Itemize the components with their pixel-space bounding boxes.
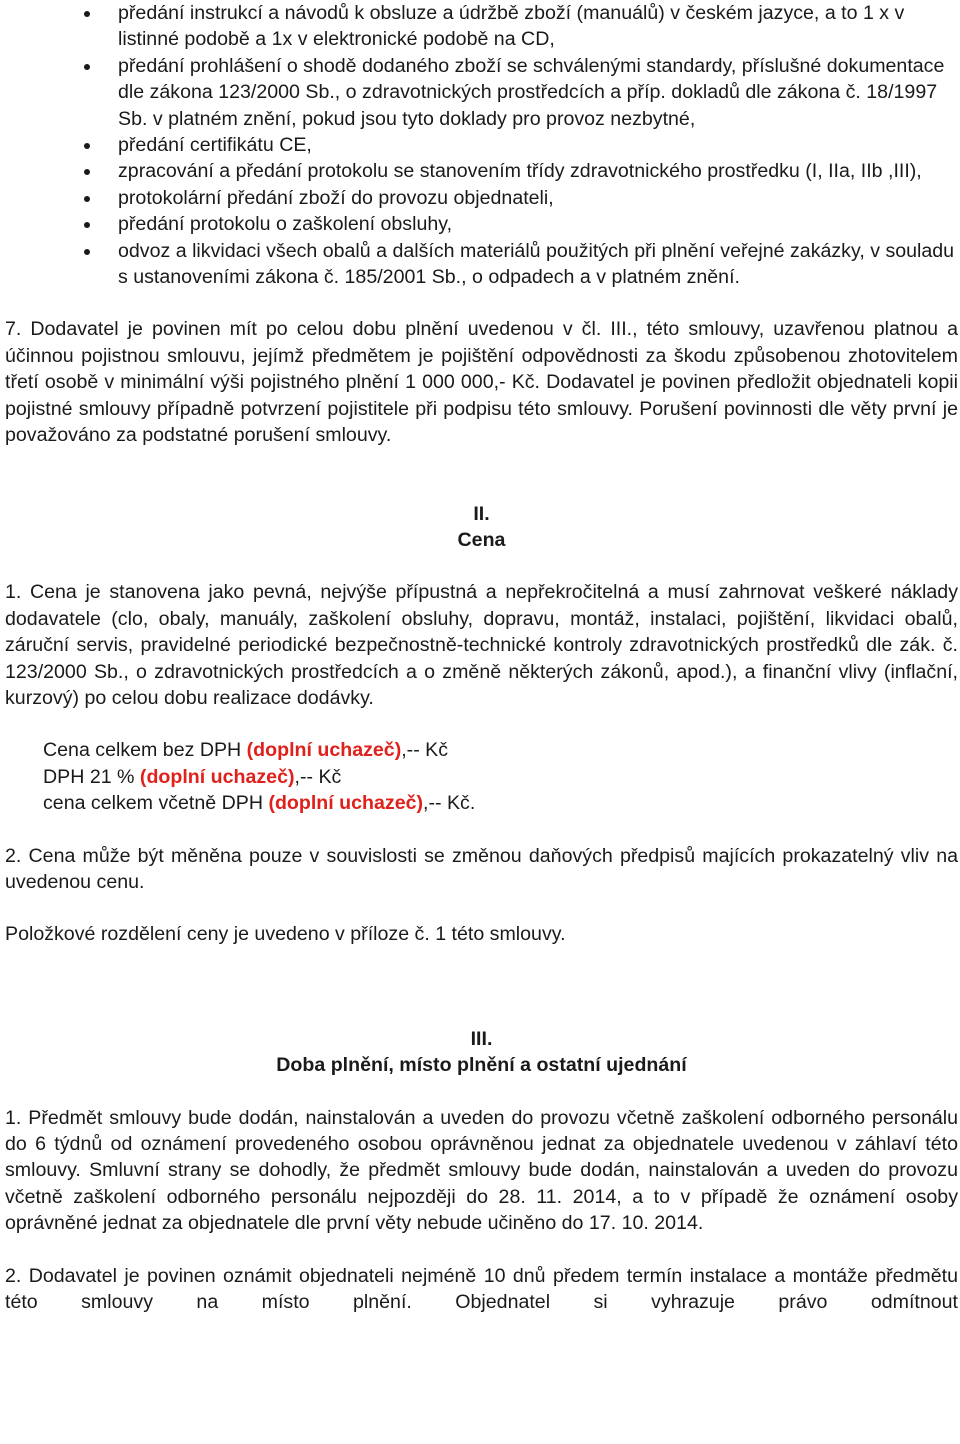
price-line-with-vat: cena celkem včetně DPH (doplní uchazeč),-- Kč. xyxy=(43,792,476,815)
section-number: III. xyxy=(470,1027,493,1050)
list-item: předání protokolu o zaškolení obsluhy, xyxy=(5,211,958,237)
section-title: Cena xyxy=(457,528,506,551)
spacer xyxy=(5,948,958,974)
bidder-fill-marker: (doplní uchazeč) xyxy=(139,765,295,788)
bullet-icon xyxy=(84,11,90,17)
spacer xyxy=(5,895,958,921)
section-title: Doba plnění, místo plnění a ostatní ujednání xyxy=(276,1054,687,1077)
bidder-fill-marker: (doplní uchazeč) xyxy=(246,739,402,762)
bullet-icon xyxy=(84,143,90,149)
list-item: předání instrukcí a návodů k obsluze a údržbě zboží (manuálů) v českém jazyce, a to 1 x v listinné podobě a 1x v elektronické podobě na CD, xyxy=(5,0,958,53)
paragraph-installation-notice: 2. Dodavatel je povinen oznámit objednateli nejméně 10 dnů předem termín instalace a montáže předmětu této smlouvy na místo plnění. Objednatel si vyhrazuje právo odmítnout xyxy=(5,1264,958,1314)
bullet-icon xyxy=(84,249,90,255)
price-line-without-vat: Cena celkem bez DPH (doplní uchazeč),-- Kč xyxy=(43,739,449,762)
bullet-icon xyxy=(84,64,90,70)
spacer xyxy=(5,1079,958,1105)
document-page xyxy=(5,0,958,1315)
bullet-icon xyxy=(84,196,90,202)
spacer xyxy=(5,553,958,579)
spacer xyxy=(5,1000,958,1026)
spacer xyxy=(5,817,958,843)
bullet-icon xyxy=(84,169,90,175)
price-lines xyxy=(5,737,958,816)
deliverables-list xyxy=(5,0,958,290)
spacer xyxy=(5,290,958,316)
paragraph-insurance: 7. Dodavatel je povinen mít po celou dobu plnění uvedenou v čl. III., této smlouvy, uzavřenou platnou a účinnou pojistnou smlouvu, jejímž předmětem je pojištění odpovědnosti za škodu způsobenou zhotovitelem třetí osobě v minimální výši pojistného plnění 1 000 000,- Kč. Dodavatel je povinen předložit objednateli kopii pojistné smlouvy případně potvrzení pojistitele při podpisu této smlouvy. Porušení povinnosti dle věty první je považováno za podstatné porušení smlouvy. xyxy=(5,318,958,447)
list-item: odvoz a likvidaci všech obalů a dalších materiálů použitých při plnění veřejné zakázky, v souladu s ustanoveními zákona č. 185/2001 Sb., o odpadech a v platném znění. xyxy=(5,238,958,291)
list-item: zpracování a předání protokolu se stanovením třídy zdravotnického prostředku (I, IIa, IIb ,III), xyxy=(5,158,958,184)
paragraph-price-breakdown: Položkové rozdělení ceny je uvedeno v příloze č. 1 této smlouvy. xyxy=(5,923,566,946)
paragraph-price-change: 2. Cena může být měněna pouze v souvislosti se změnou daňových předpisů majících prokazatelný vliv na uvedenou cenu. xyxy=(5,844,958,893)
paragraph-price-definition: 1. Cena je stanovena jako pevná, nejvýše přípustná a nepřekročitelná a musí zahrnovat veškeré náklady dodavatele (clo, obaly, manuály, zaškolení obsluhy, dopravu, montáž, instalaci, pojištění, likvidaci obalů, záruční servis, pravidelné periodické bezpečnostně-technické kontroly zdravotnických prostředků dle zák. č. 123/2000 Sb., o zdravotnických prostředcích a o změně některých zákonů, apod.), a finanční vlivy (inflační, kurzový) po celou dobu realizace dodávky. xyxy=(5,581,958,709)
section-number: II. xyxy=(473,502,490,525)
paragraph-delivery-term: 1. Předmět smlouvy bude dodán, nainstalován a uveden do provozu včetně zaškolení odborného personálu do 6 týdnů od oznámení provedeného osobou oprávněnou jednat za objednatele uvedenou v záhlaví této smlouvy. Smluvní strany se dohodly, že předmět smlouvy bude dodán, nainstalován a uveden do provozu včetně zaškolení odborného personálu nejpozději do 28. 11. 2014, a to v případě že oznámení osoby oprávněné jednat za objednatele dle první věty nebude učiněno do 17. 10. 2014. xyxy=(5,1106,958,1235)
spacer xyxy=(5,711,958,737)
bidder-fill-marker: (doplní uchazeč) xyxy=(268,792,424,815)
spacer xyxy=(5,449,958,475)
list-item: předání prohlášení o shodě dodaného zboží se schválenými standardy, příslušné dokumentace dle zákona 123/2000 Sb., o zdravotnických prostředcích a příp. dokladů dle zákona č. 18/1997 Sb. v platném znění, pokud jsou tyto doklady pro provoz nezbytné, xyxy=(5,53,958,132)
list-item: protokolární předání zboží do provozu objednateli, xyxy=(5,185,958,211)
spacer xyxy=(5,1237,958,1263)
spacer xyxy=(5,475,958,501)
list-item: předání certifikátu CE, xyxy=(5,132,958,158)
spacer xyxy=(5,974,958,1000)
bullet-icon xyxy=(84,222,90,228)
price-line-vat: DPH 21 % (doplní uchazeč),-- Kč xyxy=(43,765,342,788)
